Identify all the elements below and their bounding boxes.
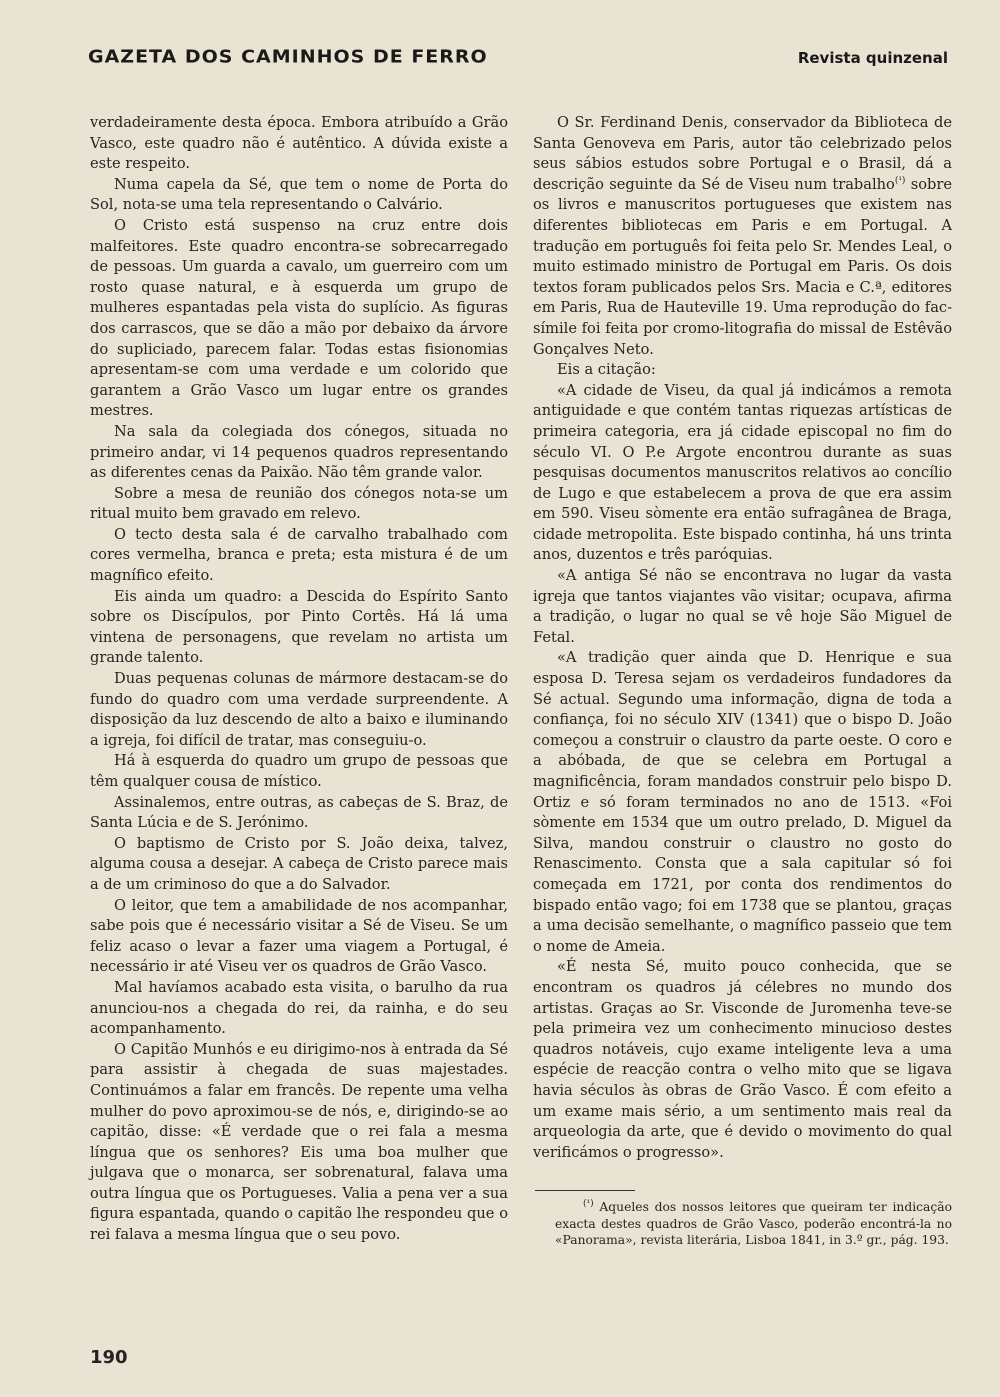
paragraph: Assinalemos, entre outras, as cabeças de S. Braz, de Santa Lúcia e de S. Jerónimo. <box>90 793 508 832</box>
paragraph-text: sobre os livros e manuscritos portugueses que existem nas diferentes bibliotecas em Paris e em Portugal. A tradução em português foi feita pelo Sr. Mendes Leal, o muito estimado ministro de Portugal em Paris. Os dois textos foram publicados pelos Srs. Macia e C.ª, editores em Paris, Rua de Hauteville 19. Uma reprodução do fac-símile foi feita por cromo-litografia do missal de Estêvão Gonçalves Neto. <box>533 175 952 358</box>
paragraph: verdadeiramente desta época. Embora atribuído a Grão Vasco, este quadro não é autêntico. A dúvida existe a este respeito. <box>90 114 508 173</box>
paragraph: Eis a citação: <box>557 361 656 379</box>
paragraph: Mal havíamos acabado esta visita, o barulho da rua anunciou-nos a chegada do rei, da rainha, e do seu acompanhamento. <box>90 978 508 1038</box>
paragraph <box>533 113 952 360</box>
left-column <box>90 113 508 1246</box>
paragraph: Na sala da colegiada dos cónegos, situada no primeiro andar, vi 14 pequenos quadros representando as diferentes cenas da Paixão. Não têm grande valor. <box>90 422 508 482</box>
right-column <box>533 113 952 1163</box>
paragraph: O leitor, que tem a amabilidade de nos acompanhar, sabe pois que é necessário visitar a Sé de Viseu. Se um feliz acaso o levar a fazer uma viagem a Portugal, é necessário ir até Viseu ver os quadros de Grão Vasco. <box>90 896 508 976</box>
paragraph-text: O Sr. Ferdinand Denis, conservador da Biblioteca de Santa Genoveva em Paris, autor tão celebrizado pelos seus sábios estudos sobre Portugal e o Brasil, dá a descrição seguinte da Sé de Viseu num trabalho <box>533 114 952 193</box>
paragraph: O Capitão Munhós e eu dirigimo-nos à entrada da Sé para assistir à chegada de suas majestades. Continuámos a falar em francês. De repente uma velha mulher do povo aproximou-se de nós, e, dirigindo-se ao capitão, disse: «É verdade que o rei fala a mesma língua que os senhores? Eis uma boa mulher que julgava que o monarca, ser sobrenatural, falava uma outra língua que os Portugueses. Valia a pena ver a sua figura espantada, quando o capitão lhe respondeu que o rei falava a mesma língua que o seu povo. <box>90 1040 508 1244</box>
footnote <box>555 1199 952 1249</box>
paragraph: «A tradição quer ainda que D. Henrique e sua esposa D. Teresa sejam os verdadeiros fundadores da Sé actual. Segundo uma informação, digna de toda a confiança, foi no século XIV (1341) que o bispo D. João começou a construir o claustro da parte oeste. O coro e a abóbada, de que se celebra em Portugal a magnificência, foram mandados construir pelo bispo D. Ortiz e só foram terminados no ano de 1513. «Foi sòmente em 1534 que um outro prelado, D. Miguel da Silva, mandou construir o claustro no gosto do Renascimento. Consta que a sala capitular só foi começada em 1721, por conta dos rendimentos do bispado então vago; foi em 1738 que se plantou, graças a uma decisão semelhante, o magnífico passeio que tem o nome de Ameia. <box>533 649 952 955</box>
paragraph: «A cidade de Viseu, da qual já indicámos a remota antiguidade e que contém tantas riquezas artísticas de primeira categoria, era já cidade episcopal no fim do século VI. O P.e Argote encontrou durante as suas pesquisas documentos manuscritos relativos ao concílio de Lugo e que estabelecem a prova de que era assim em 590. Viseu sòmente era então sufragânea de Braga, cidade metropolita. Este bispado continha, há uns trinta anos, duzentos e três paróquias. <box>533 381 952 564</box>
paragraph: «A antiga Sé não se encontrava no lugar da vasta igreja que tantos viajantes vão visitar; ocupava, afirma a tradição, o lugar no qual se vê hoje São Miguel de Fetal. <box>533 567 952 646</box>
paragraph: Numa capela da Sé, que tem o nome de Porta do Sol, nota-se uma tela representando o Calvário. <box>90 175 508 214</box>
footnote-reference: (¹) <box>894 175 906 186</box>
page-header <box>88 46 948 76</box>
footnote-text: Aqueles dos nossos leitores que queiram ter indicação exacta destes quadros de Grão Vasco, poderão encontrá-la no «Panorama», revista literária, Lisboa 1841, in 3.º gr., pág. 193. <box>555 1200 952 1248</box>
paragraph: O Cristo está suspenso na cruz entre dois malfeitores. Este quadro encontra-se sobrecarregado de pessoas. Um guarda a cavalo, um guerreiro com um rosto quase natural, e à esquerda um grupo de mulheres espantadas pela vista do suplício. As figuras dos carrascos, que se dão a mão por debaixo da árvore do supliciado, parecem falar. Todas estas fisionomias apresentam-se com uma verdade e um colorido que garantem a Grão Vasco um lugar entre os grandes mestres. <box>90 216 508 420</box>
paragraph: Há à esquerda do quadro um grupo de pessoas que têm qualquer cousa de místico. <box>90 752 508 790</box>
paragraph: Sobre a mesa de reunião dos cónegos nota-se um ritual muito bem gravado em relevo. <box>90 484 508 523</box>
paragraph: «É nesta Sé, muito pouco conhecida, que se encontram os quadros já célebres no mundo dos artistas. Graças ao Sr. Visconde de Juromenha teve-se pela primeira vez um conhecimento minucioso destes quadros notáveis, cujo exame inteligente leva a uma espécie de reacção contra o velho mito que se ligava havia séculos às obras de Grão Vasco. É com efeito a um exame mais sério, a um sentimento mais real da arqueologia da arte, que é devido o movimento do qual verificámos o progresso». <box>533 958 952 1161</box>
paragraph: Eis ainda um quadro: a Descida do Espírito Santo sobre os Discípulos, por Pinto Cortês. Há lá uma vintena de personagens, que revelam no artista um grande talento. <box>90 587 508 667</box>
masthead-subtitle: Revista quinzenal <box>797 49 948 67</box>
masthead-title: GAZETA DOS CAMINHOS DE FERRO <box>88 46 488 68</box>
footnote-divider <box>535 1190 635 1191</box>
footnote-marker: (¹) <box>583 1198 594 1209</box>
paragraph: Duas pequenas colunas de mármore destacam-se do fundo do quadro com uma verdade surpreendente. A disposição da luz descendo de alto a baixo e iluminando a igreja, foi difícil de tratar, mas conseguiu-o. <box>90 670 508 749</box>
paragraph: O baptismo de Cristo por S. João deixa, talvez, alguma cousa a desejar. A cabeça de Cristo parece mais a de um criminoso do que a do Salvador. <box>90 834 508 893</box>
page-number: 190 <box>90 1347 128 1368</box>
paragraph: O tecto desta sala é de carvalho trabalhado com cores vermelha, branca e preta; esta mistura é de um magnífico efeito. <box>90 525 508 585</box>
